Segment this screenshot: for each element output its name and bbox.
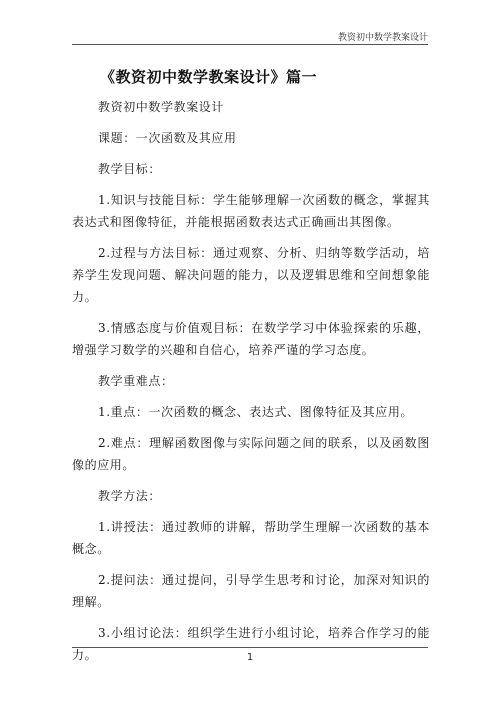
document-body <box>72 96 430 675</box>
method-lecture: 1.讲授法：通过教师的讲解，帮助学生理解一次函数的基本概念。 <box>72 520 430 556</box>
heading-methods: 教学方法： <box>98 489 162 503</box>
method-group-discussion: 3.小组讨论法：组织学生进行小组讨论，培养合作学习的能力。 <box>72 626 430 662</box>
heading-objectives: 教学目标： <box>98 162 162 176</box>
key-point: 1.重点：一次函数的概念、表达式、图像特征及其应用。 <box>98 405 414 419</box>
running-header: 教资初中数学教案设计 <box>337 33 428 43</box>
paragraph-topic: 课题：一次函数及其应用 <box>98 131 237 145</box>
page-number: 1 <box>246 652 254 663</box>
footer-divider <box>72 647 428 648</box>
difficult-point: 2.难点：理解函数图像与实际问题之间的联系，以及函数图像的应用。 <box>72 436 430 472</box>
objective-knowledge: 1.知识与技能目标：学生能够理解一次函数的概念，掌握其表达式和图像特征，并能根据函数表达式正确画出其图像。 <box>72 193 430 229</box>
document-title: 《教资初中数学教案设计》篇一 <box>100 68 318 86</box>
heading-key-points: 教学重难点： <box>98 374 174 388</box>
method-questioning: 2.提问法：通过提问，引导学生思考和讨论，加深对知识的理解。 <box>72 573 430 609</box>
paragraph-subject: 教资初中数学教案设计 <box>98 100 225 114</box>
header-divider <box>72 44 428 45</box>
objective-process: 2.过程与方法目标：通过观察、分析、归纳等数学活动，培养学生发现问题、解决问题的能力，以及逻辑思维和空间想象能力。 <box>72 246 430 304</box>
objective-attitude: 3.情感态度与价值观目标：在数学学习中体验探索的乐趣，增强学习数学的兴趣和自信心，培养严谨的学习态度。 <box>72 321 430 357</box>
